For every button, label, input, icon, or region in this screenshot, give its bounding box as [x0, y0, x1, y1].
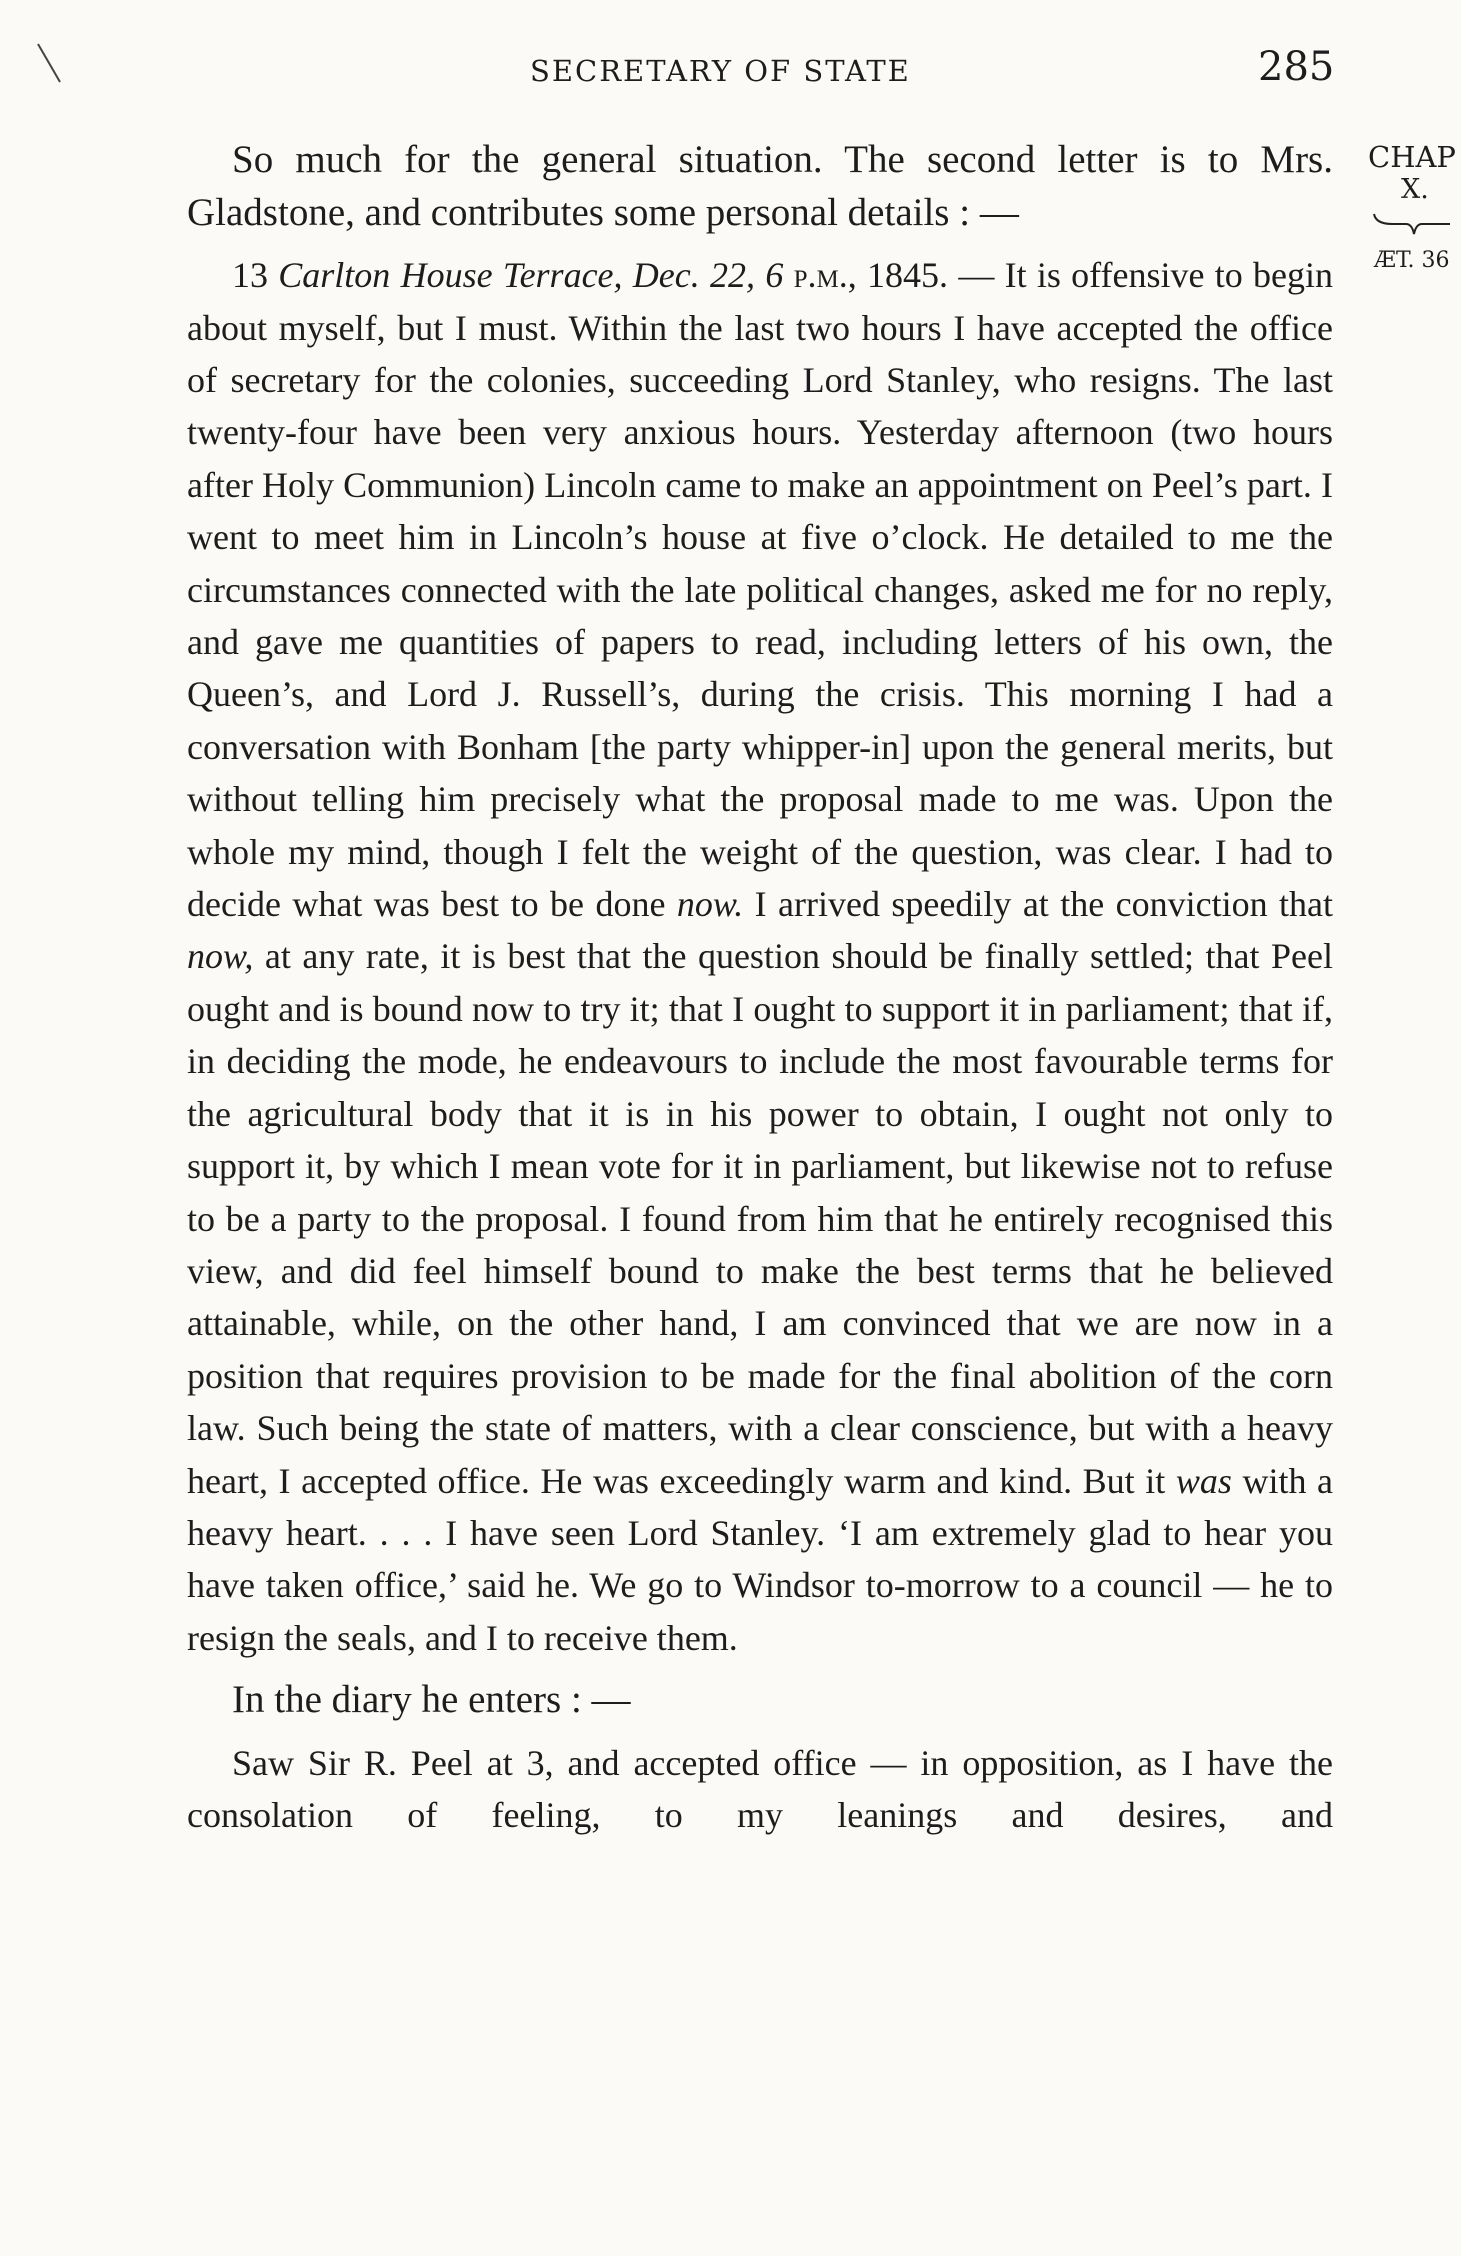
body-text [187, 134, 1333, 1842]
letter-text-c: at any rate, it is best that the question should be finally settled; that Peel ought and is bound now to try it; that I ought to support it in parliament; that if, in deciding the mode, he endeavours to include the most favourable terms for the agricultural body that it is in his power to obtain, I ought not only to support it, by which I mean vote for it in parliament, but likewise not to refuse to be a party to the proposal. I found from him that he entirely recognised this view, and did feel himself bound to make the best terms that he believed attainable, while, on the other hand, I am convinced that we are now in a position that requires provision to be made for the final abolition of the corn law. Such being the state of matters, with a clear conscience, but with a heavy heart, I accepted office. He was exceedingly warm and kind. But it [187, 936, 1333, 1501]
page-header [0, 44, 1461, 94]
chapter-label: CHAP [1368, 140, 1456, 174]
brace-icon [1372, 210, 1452, 240]
letter-text-d: with a heavy heart. . . . I have seen Lord Stanley. ‘I am extremely glad to hear you have taken office,’ said he. We go to Windsor to-morrow to a council — he to resign the seals, and I to receive them. [187, 1460, 1334, 1658]
letter-text-b: I arrived speedily at the conviction that [754, 884, 1334, 925]
diary-intro: In the diary he enters : — [232, 1678, 631, 1722]
chapter-number: X. [1401, 174, 1429, 205]
diary-entry: Saw Sir R. Peel at 3, and accepted office — in opposition, as I have the consolation of feeling, to my leanings and desires, and [187, 1742, 1333, 1836]
emphasis-was: was [1175, 1460, 1232, 1501]
emphasis-now: now. [676, 884, 744, 925]
margin-note [1368, 140, 1461, 300]
letter-paragraph [187, 249, 1333, 1664]
letter-time: p.m. [793, 255, 848, 296]
letter-year: , 1845. — [847, 255, 1005, 296]
intro-paragraph: So much for the general situation. The second letter is to Mrs. Gladstone, and contributes some personal details : — [187, 138, 1333, 234]
age-label: ÆT. 36 [1374, 248, 1450, 273]
letter-number: 13 [232, 255, 268, 296]
page-number: 285 [1258, 44, 1335, 90]
letter-dateline: Carlton House Terrace, Dec. 22, 6 [278, 255, 784, 296]
letter-text-a: It is offensive to begin about myself, but I must. Within the last two hours I have accepted the office of secretary for the colonies, succeeding Lord Stanley, who resigns. The last twenty-four have been very anxious hours. Yesterday afternoon (two hours after Holy Communion) Lincoln came to make an appointment on Peel’s part. I went to meet him in Lincoln’s house at five o’clock. He detailed to me the circumstances connected with the late political changes, asked me for no reply, and gave me quantities of papers to read, including letters of his own, the Queen’s, and Lord J. Russell’s, during the crisis. This morning I had a conversation with Bonham [the party whipper-in] upon the general merits, but without telling him precisely what the proposal made to me was. Upon the whole my mind, though I felt the weight of the question, was clear. I had to decide what was best to be done [187, 255, 1333, 925]
emphasis-now: now, [187, 936, 254, 977]
running-head: SECRETARY OF STATE [530, 54, 911, 88]
